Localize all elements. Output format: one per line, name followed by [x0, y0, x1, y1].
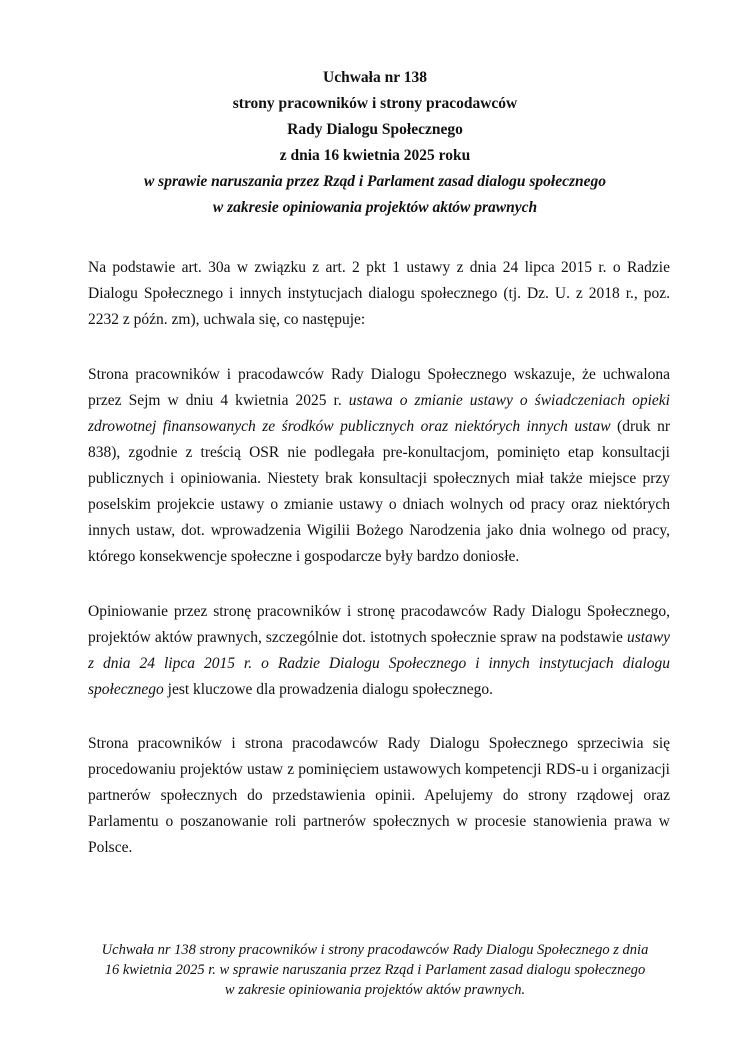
resolution-number: Uchwała nr 138: [323, 69, 427, 86]
footer-line2: 16 kwietnia 2025 r. w sprawie naruszania przez Rząd i Parlament zasad dialogu społecznego: [104, 962, 646, 978]
page-footer: [85, 940, 665, 1000]
resolution-subject-line2: w zakresie opiniowania projektów aktów prawnych: [212, 199, 538, 216]
footer-line3: w zakresie opiniowania projektów aktów prawnych.: [224, 982, 526, 998]
resolution-council: Rady Dialogu Społecznego: [287, 121, 463, 138]
resolution-parties: strony pracowników i strony pracodawców: [232, 95, 518, 112]
resolution-date: z dnia 16 kwietnia 2025 roku: [279, 147, 471, 164]
footer-line1: Uchwała nr 138 strony pracowników i strony pracodawców Rady Dialogu Społecznego z dnia: [101, 942, 649, 958]
paragraph-legal-basis: Na podstawie art. 30a w związku z art. 2 pkt 1 ustawy z dnia 24 lipca 2015 r. o Radzie Dialogu Społecznego i innych instytucjach dialogu społecznego (tj. Dz. U. z 2018 r., poz. 2232 z późn. zm), uchwala się, co następuje:: [88, 259, 670, 328]
paragraph-statement: [88, 362, 670, 570]
statement-act-title: ustawa o zmianie ustawy o świadczeniach opieki zdrowotnej finansowanych ze środków publicznych oraz niektórych innych ustaw: [88, 392, 670, 435]
paragraph-opinion: [88, 599, 670, 703]
opinion-text-2: jest kluczowe dla prowadzenia dialogu społecznego.: [163, 681, 494, 698]
resolution-subject-line1: w sprawie naruszania przez Rząd i Parlament zasad dialogu społecznego: [143, 173, 607, 190]
paragraph-appeal: Strona pracowników i strona pracodawców Rady Dialogu Społecznego sprzeciwia się procedowaniu projektów ustaw z pominięciem ustawowych kompetencji RDS-u i organizacji partnerów społecznych do przedstawienia opinii. Apelujemy do strony rządowej oraz Parlamentu o poszanowanie roli partnerów społecznych w procesie stanowienia prawa w Polsce.: [88, 735, 670, 856]
resolution-header: [0, 65, 750, 221]
statement-text-2: (druk nr 838), zgodnie z treścią OSR nie podlegała pre-konultacjom, pominięto etap konsultacji publicznych i opiniowania. Niestety brak konsultacji społecznych miał także miejsce przy poselskim projekcie ustawy o zmianie ustawy o dniach wolnych od pracy oraz niektórych innych ustaw, dot. wprowadzenia Wigilii Bożego Narodzenia jako dnia wolnego od pracy, którego konsekwencje społeczne i gospodarcze były bardzo doniosłe.: [88, 418, 670, 565]
statement-text-1: Strona pracowników i pracodawców Rady Dialogu Społecznego wskazuje, że uchwalona przez Sejm w dniu 4 kwietnia 2025 r.: [88, 366, 670, 409]
opinion-text-1: Opiniowanie przez stronę pracowników i stronę pracodawców Rady Dialogu Społecznego, projektów aktów prawnych, szczególnie dot. istotnych społecznie spraw na podstawie: [88, 603, 670, 646]
opinion-act-title: ustawy z dnia 24 lipca 2015 r. o Radzie Dialogu Społecznego i innych instytucjach dialogu społecznego: [88, 629, 670, 698]
